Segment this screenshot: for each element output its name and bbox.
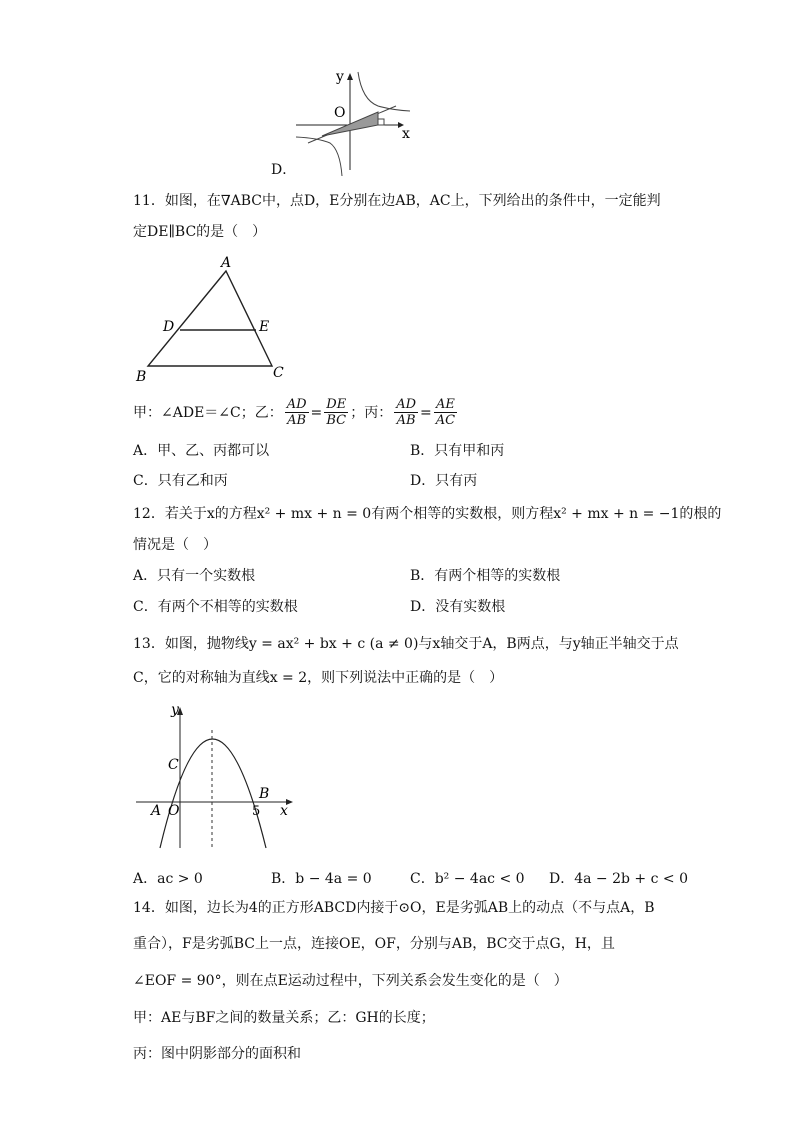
q11-option-c[interactable]: C．只有乙和丙 [133,473,228,489]
axis-x-label: x [402,126,410,142]
q14-line4: 甲：AE与BF之间的数量关系；乙：GH的长度； [133,1010,435,1026]
q13-line1: 13．如图，抛物线y = ax² + bx + c (a ≠ 0)与x轴交于A，B两点，与y轴正半轴交于点 [133,636,679,652]
option-d-label: D． [271,162,297,178]
q11-line1: 11．如图，在∇ABC中，点D，E分别在边AB，AC上，下列给出的条件中，一定能判 [133,193,661,209]
q11-line2: 定DE∥BC的是（ ） [133,224,267,240]
condition-jia: 甲：∠ADE＝∠C；乙： [133,404,283,421]
q12-option-d[interactable]: D．没有实数根 [410,599,506,615]
label-c-13: C [168,757,179,773]
q12-line2: 情况是（ ） [133,537,217,553]
q14-line5: 丙：图中阴影部分的面积和 [133,1046,301,1062]
label-e: E [259,319,270,335]
origin-label: O [334,105,346,121]
label-y-13: y [171,702,179,718]
label-o-13: O [168,803,180,819]
q11-option-d[interactable]: D．只有丙 [410,473,478,489]
label-5-13: 5 [252,804,261,819]
parabola-curve [160,739,266,848]
q12-option-b[interactable]: B．有两个相等的实数根 [410,568,561,584]
label-b-13: B [259,786,270,802]
axis-y-label: y [336,69,344,85]
label-d: D [163,319,175,335]
q11-option-b[interactable]: B．只有甲和丙 [410,443,505,459]
q12-option-a[interactable]: A．只有一个实数根 [133,568,256,584]
condition-bing: ；丙： [350,404,393,421]
q13-option-b[interactable]: B．b − 4a = 0 [271,871,372,887]
q13-option-c[interactable]: C．b² − 4ac < 0 [410,871,525,887]
q14-line3: ∠EOF = 90°，则在点E运动过程中，下列关系会发生变化的是（ ） [133,973,568,989]
fraction-ae-ac: $\frac{AE}{AC}$ [435,397,456,428]
q14-line1: 14．如图，边长为4的正方形ABCD内接于⊙O，E是劣弧AB上的动点（不与点A，B [133,900,655,916]
label-a-13: A [151,803,162,819]
q12-option-c[interactable]: C．有两个不相等的实数根 [133,599,298,615]
label-x-13: x [280,803,288,819]
q13-option-d[interactable]: D．4a − 2b + c < 0 [549,871,688,887]
fraction-de-bc: $\frac{DE}{BC}$ [326,397,347,428]
q13-line2: C，它的对称轴为直线x = 2，则下列说法中正确的是（ ） [133,670,504,686]
fraction-ad-ab-2: $\frac{AD}{AB}$ [396,397,417,428]
q11-option-a[interactable]: A．甲、乙、丙都可以 [133,443,270,459]
q12-line1: 12．若关于x的方程x² + mx + n = 0有两个相等的实数根，则方程x² + mx + n = −1的根的 [133,506,722,522]
q13-option-a[interactable]: A．ac > 0 [133,871,203,887]
label-c: C [273,365,284,381]
fraction-ad-ab: $\frac{AD}{AB}$ [286,397,307,428]
q14-line2: 重合），F是劣弧BC上一点，连接OE，OF，分别与AB，BC交于点G，H，且 [133,936,615,952]
equals-sign-2: = [420,404,432,421]
label-b: B [136,369,147,385]
label-a: A [221,255,232,271]
equals-sign: = [310,404,323,421]
